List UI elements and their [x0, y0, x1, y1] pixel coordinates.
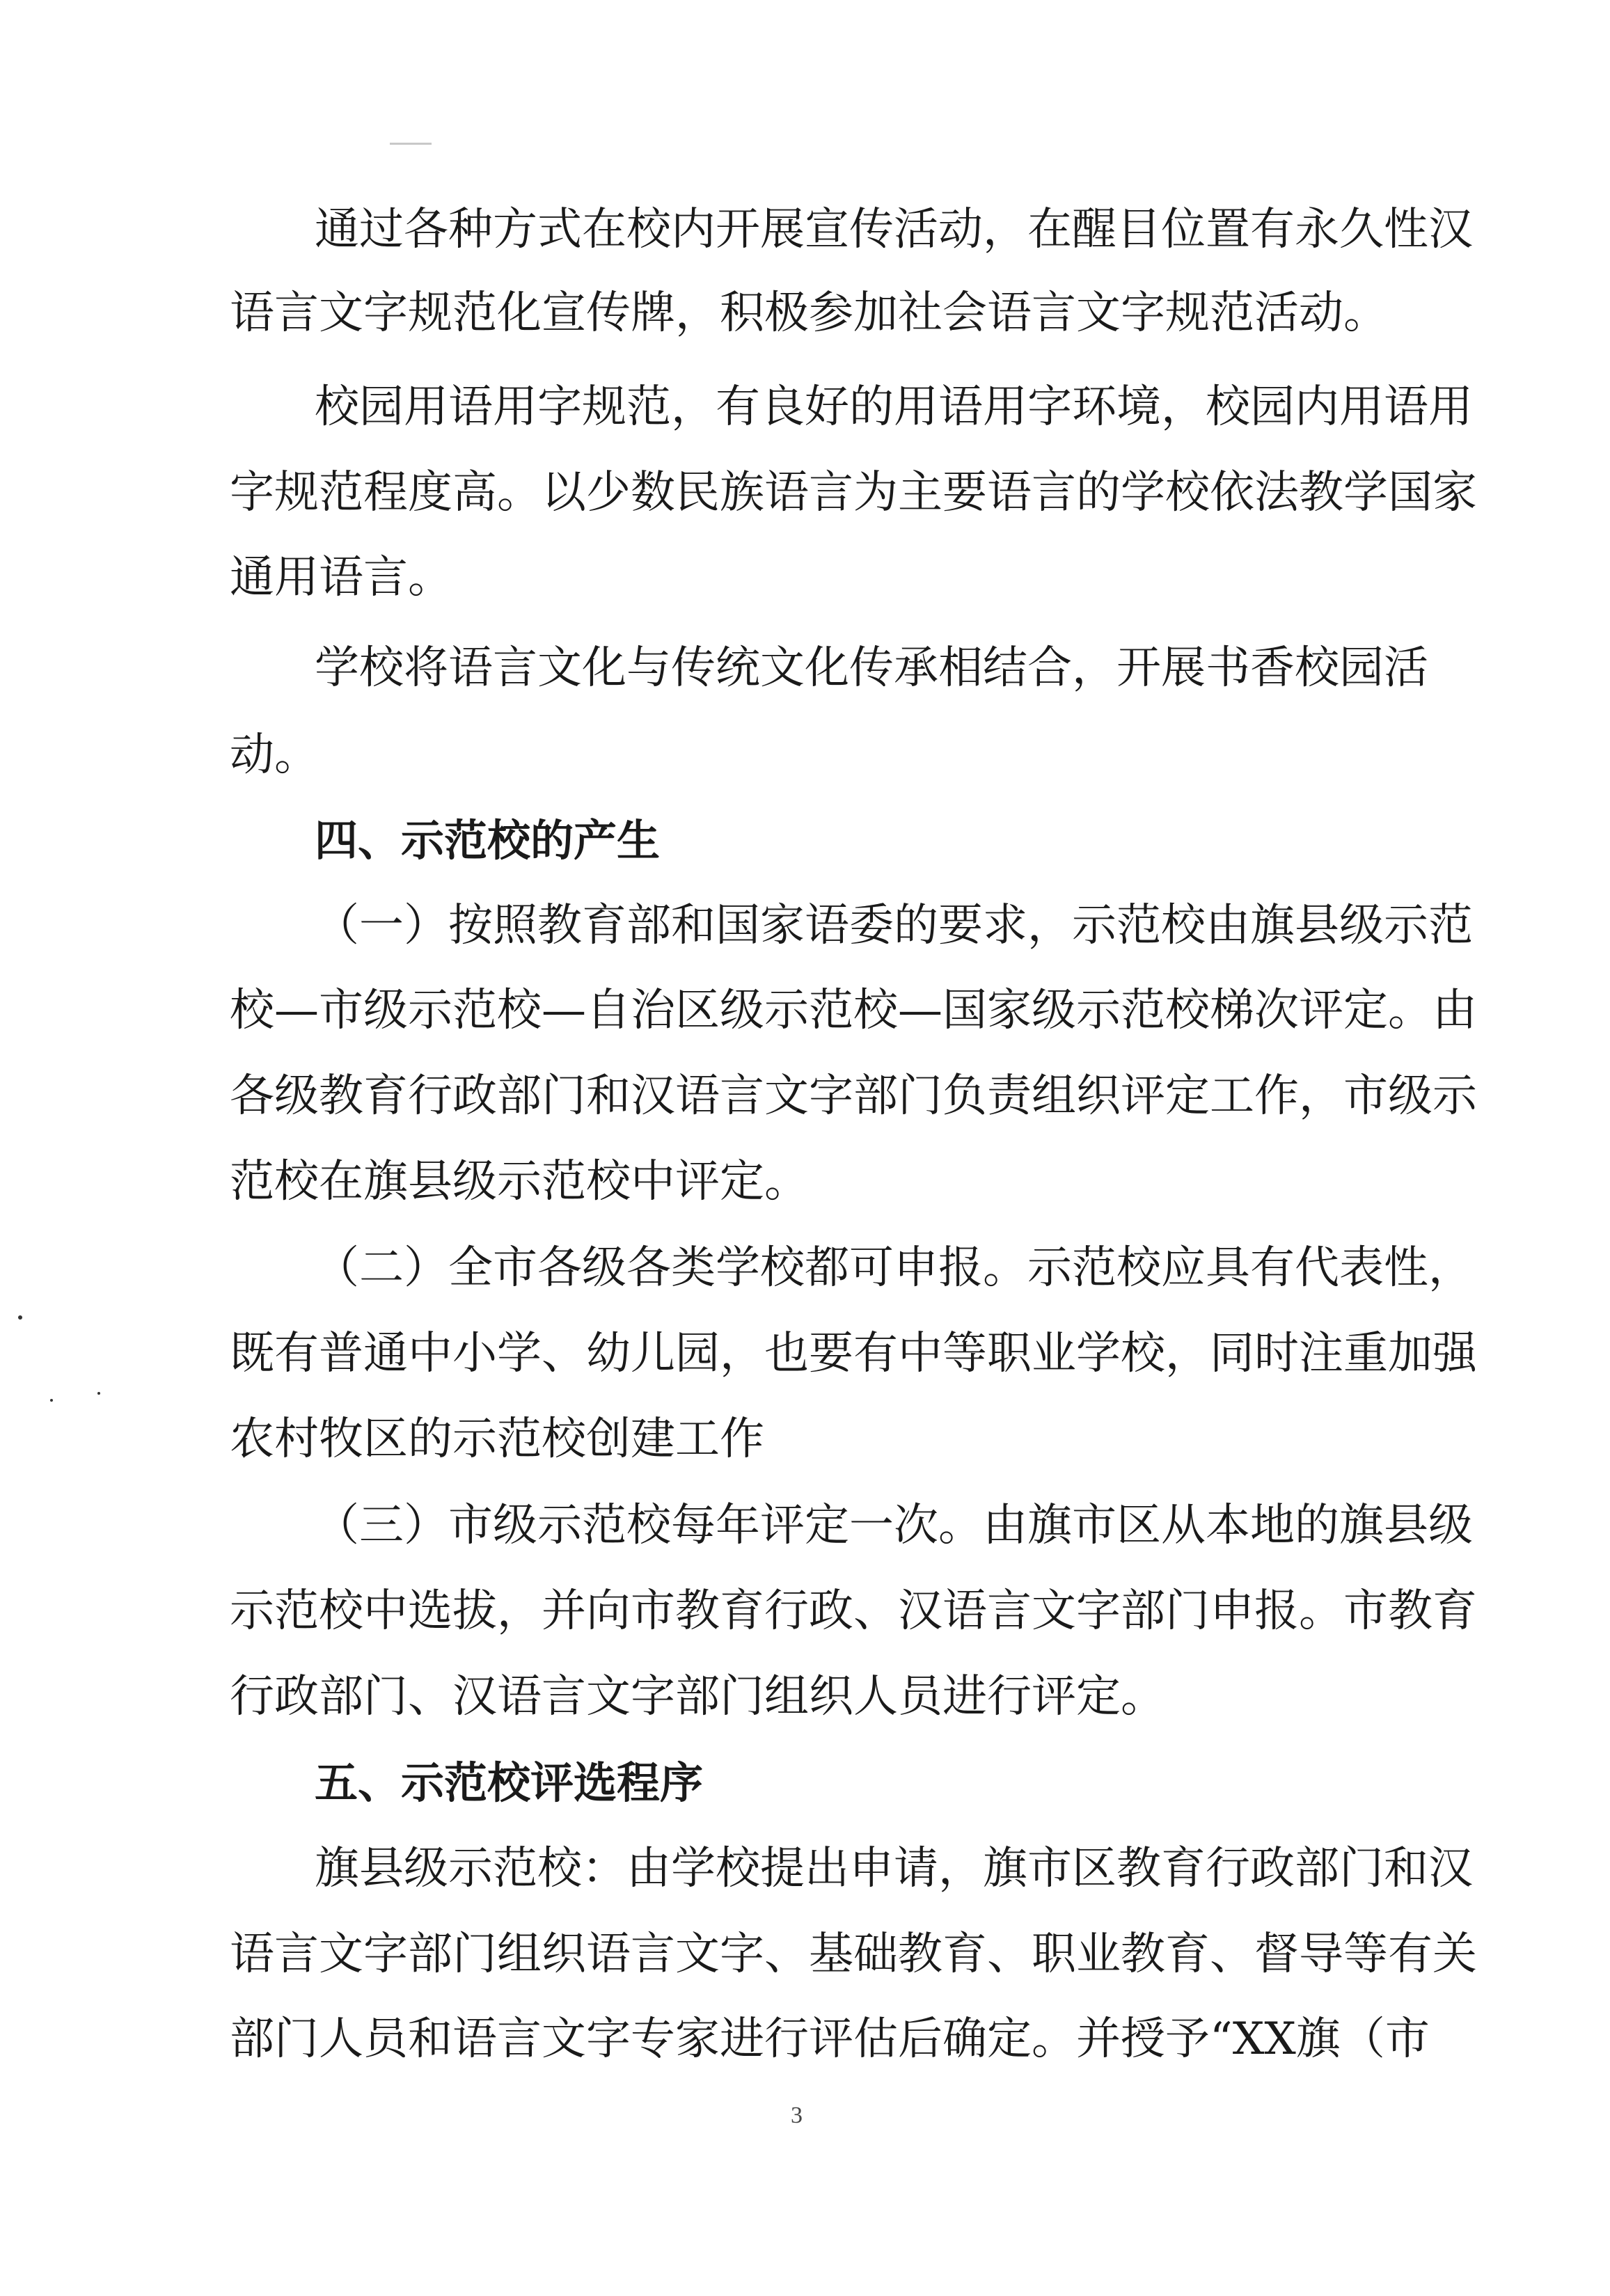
paragraph-2-line-1: 校园用语用字规范，有良好的用语用字环境，校园内用语用 — [315, 381, 1473, 433]
page-number: 3 — [791, 2103, 803, 2128]
section-heading-4: 四、示范校的产生 — [315, 815, 661, 866]
paragraph-2-line-3: 通用语言。 — [230, 552, 452, 603]
item-2-line-3: 农村牧区的示范校创建工作 — [230, 1414, 764, 1465]
scan-mark — [390, 143, 432, 145]
section-heading-5: 五、示范校评选程序 — [315, 1757, 704, 1808]
item-2-line-1: （二）全市各级各类学校都可申报。示范校应具有代表性， — [315, 1242, 1473, 1294]
paragraph-2-line-2: 字规范程度高。以少数民族语言为主要语言的学校依法教学国家 — [230, 467, 1477, 518]
scan-speck — [97, 1392, 100, 1395]
procedure-line-2: 语言文字部门组织语言文字、基础教育、职业教育、督导等有关 — [230, 1929, 1477, 1980]
procedure-line-1: 旗县级示范校：由学校提出申请，旗市区教育行政部门和汉 — [315, 1843, 1473, 1894]
item-3-line-3: 行政部门、汉语言文字部门组织人员进行评定。 — [230, 1671, 1165, 1723]
item-1-line-1: （一）按照教育部和国家语委的要求，示范校由旗县级示范 — [315, 900, 1473, 951]
paragraph-3-line-1: 学校将语言文化与传统文化传承相结合，开展书香校园活 — [315, 642, 1428, 694]
paragraph-1-line-2: 语言文字规范化宣传牌，积极参加社会语言文字规范活动。 — [230, 287, 1388, 339]
item-2-line-2: 既有普通中小学、幼儿园，也要有中等职业学校，同时注重加强 — [230, 1328, 1477, 1379]
item-3-line-1: （三）市级示范校每年评定一次。由旗市区从本地的旗县级 — [315, 1500, 1473, 1551]
item-3-line-2: 示范校中选拔，并向市教育行政、汉语言文字部门申报。市教育 — [230, 1585, 1477, 1637]
procedure-line-3: 部门人员和语言文字专家进行评估后确定。并授予“XX旗（市 — [230, 2013, 1430, 2065]
paragraph-1-line-1: 通过各种方式在校内开展宣传活动，在醒目位置有永久性汉 — [315, 204, 1473, 255]
item-1-line-4: 范校在旗县级示范校中评定。 — [230, 1156, 809, 1208]
paragraph-3-line-2: 动。 — [230, 729, 319, 781]
item-1-line-2: 校—市级示范校—自治区级示范校—国家级示范校梯次评定。由 — [230, 985, 1477, 1036]
scan-speck — [50, 1399, 53, 1402]
item-1-line-3: 各级教育行政部门和汉语言文字部门负责组织评定工作，市级示 — [230, 1070, 1477, 1122]
scan-speck — [18, 1315, 22, 1320]
